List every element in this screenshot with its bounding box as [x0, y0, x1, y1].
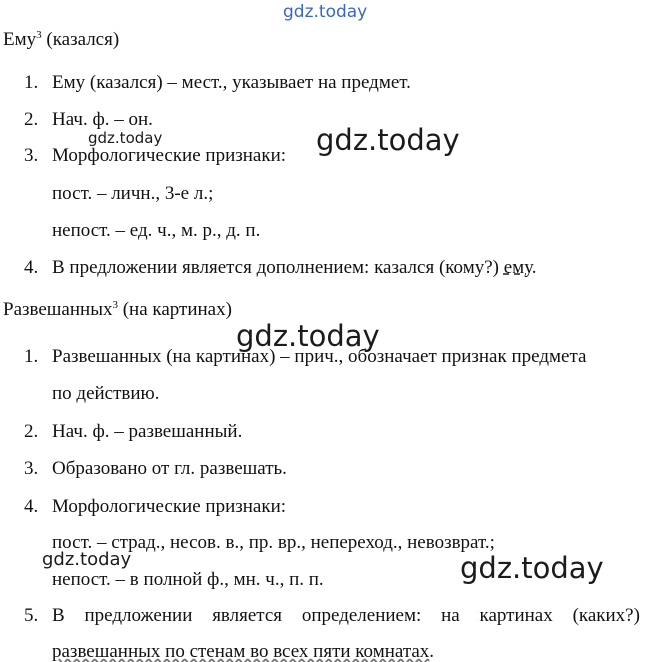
- section2-heading: [3, 300, 232, 319]
- section1-sup: 3: [36, 29, 42, 41]
- section2-context: (на картинах): [122, 299, 232, 320]
- justified-word: предложении: [84, 605, 193, 626]
- marked-word: ему: [503, 257, 532, 278]
- item-number: 2.: [24, 109, 39, 130]
- item-text: Нач. ф. – он.: [52, 109, 153, 130]
- watermark-small-1: gdz.today: [88, 129, 163, 147]
- item-number: 4.: [24, 496, 39, 517]
- justified-word: является: [212, 605, 283, 626]
- section2-word: Развешанных: [3, 299, 113, 320]
- item-text: Морфологические признаки:: [52, 145, 287, 166]
- section2-item-4-const: пост. – страд., несов. в., пр. вр., непереход., невозврат.;: [52, 532, 495, 553]
- item-text: Развешанных (на картинах) – прич., обозначает признак предмета: [52, 346, 587, 367]
- section2-item-4-nonconst: непост. – в полной ф., мн. ч., п. п.: [52, 569, 324, 590]
- item-number: 1.: [24, 346, 39, 367]
- item-number: 2.: [24, 421, 39, 442]
- section2-item-4: [24, 497, 286, 516]
- item-number: 1.: [24, 72, 39, 93]
- section1-item-3-nonconst: непост. – ед. ч., м. р., д. п.: [52, 220, 261, 241]
- item-number: 5.: [24, 605, 39, 626]
- section1-item-3: [24, 146, 286, 165]
- section2-sup: 3: [112, 299, 118, 311]
- item-number: 3.: [24, 458, 39, 479]
- section1-context: (казался): [46, 29, 120, 50]
- justified-word: определением:: [301, 605, 422, 626]
- justified-word: В: [52, 605, 65, 626]
- watermark-small-2: gdz.today: [42, 549, 132, 570]
- justified-line: [52, 606, 640, 625]
- section1-item-1: [24, 73, 411, 92]
- section1-word: Ему: [3, 29, 37, 50]
- section2-item-5-cont: [52, 642, 434, 661]
- item-text: Морфологические признаки:: [52, 496, 287, 517]
- section2-item-3: [24, 459, 287, 478]
- section2-item-1-cont: по действию.: [52, 383, 160, 404]
- section1-item-2: [24, 110, 153, 129]
- justified-word: картинах: [479, 605, 553, 626]
- section2-item-1: [24, 347, 586, 366]
- item-text-end: .: [531, 257, 537, 278]
- justified-word: (каких?): [572, 605, 640, 626]
- watermark-big-3: gdz.today: [460, 551, 604, 585]
- watermark-big-2: gdz.today: [236, 319, 380, 353]
- justified-word: на: [441, 605, 460, 626]
- item-text: Нач. ф. – развешанный.: [52, 421, 243, 442]
- item-text: В предложении является дополнением: казался (кому?): [52, 257, 504, 278]
- item-number: 3.: [24, 145, 39, 166]
- item-text: Ему (казался) – мест., указывает на предмет.: [52, 72, 411, 93]
- section1-heading: [3, 30, 119, 49]
- section2-item-2: [24, 422, 242, 441]
- section1-item-4: [24, 258, 537, 277]
- marked-phrase: развешанных по стенам во всех пяти комнатах: [52, 641, 430, 662]
- section2-item-5: [24, 606, 640, 625]
- section1-item-3-const: пост. – личн., 3-е л.;: [52, 183, 214, 204]
- item-number: 4.: [24, 257, 39, 278]
- watermark-big-1: gdz.today: [316, 123, 460, 157]
- item-text: Образовано от гл. развешать.: [52, 458, 287, 479]
- item-text-end: .: [429, 641, 435, 662]
- watermark-top: gdz.today: [283, 2, 368, 22]
